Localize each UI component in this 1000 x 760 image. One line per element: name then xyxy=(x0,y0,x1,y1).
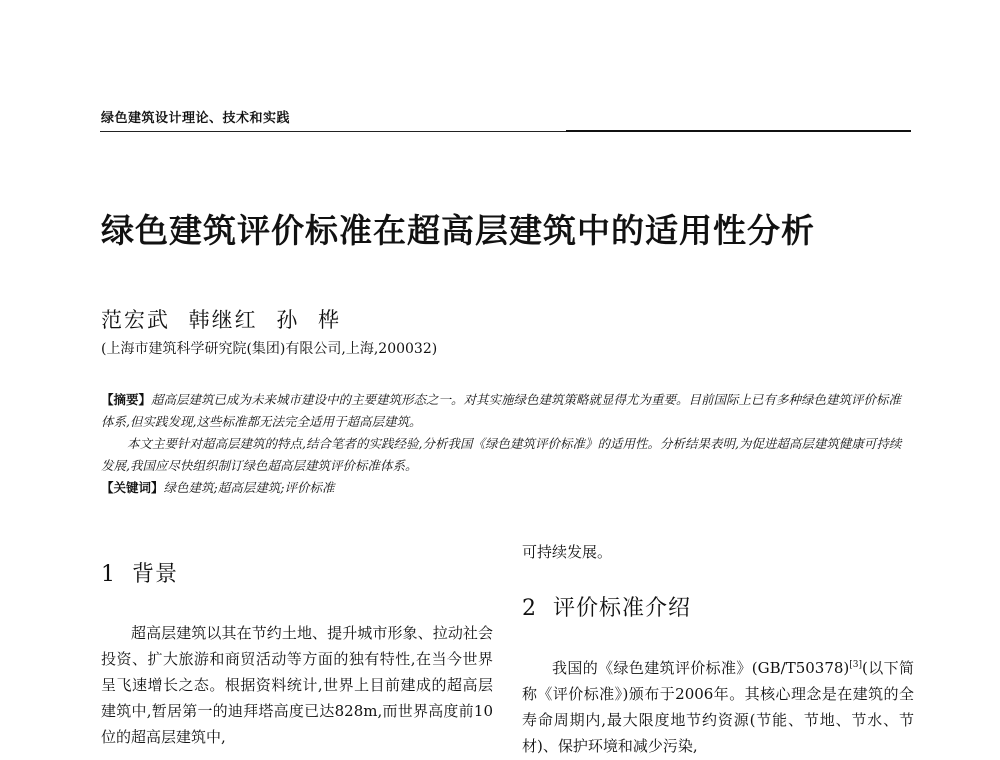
section-2-text-a: 我国的《绿色建筑评价标准》(GB/T50378) xyxy=(552,659,850,677)
section-2-heading xyxy=(522,596,691,622)
abstract-paragraph-1 xyxy=(101,389,913,433)
section-1-title: 背景 xyxy=(132,562,179,587)
running-header: 绿色建筑设计理论、技术和实践 xyxy=(101,111,291,126)
section-1-heading xyxy=(101,562,178,588)
section-2-paragraph xyxy=(522,652,914,759)
citation-ref: [3] xyxy=(849,660,863,670)
keywords-text: 绿色建筑;超高层建筑;评价标准 xyxy=(163,480,335,495)
abstract-label: 【摘要】 xyxy=(101,392,152,407)
section-2-title: 评价标准介绍 xyxy=(553,596,692,621)
abstract-text-1: 超高层建筑已成为未来城市建设中的主要建筑形态之一。对其实施绿色建筑策略就显得尤为重要。目前国际上已有多种绿色建筑评价标准体系,但实践发现,这些标准都无法完全适用于超高层建筑。 xyxy=(101,392,902,429)
article-title: 绿色建筑评价标准在超高层建筑中的适用性分析 xyxy=(101,211,815,250)
section-1-number: 1 xyxy=(101,562,116,587)
affiliation: (上海市建筑科学研究院(集团)有限公司,上海,200032) xyxy=(101,341,438,357)
section-2-number: 2 xyxy=(522,596,537,621)
keywords xyxy=(101,477,913,499)
abstract xyxy=(101,389,913,499)
section-2-text-b: (以下简称《评价标准》)颁布于2006年。其核心理念是在建筑的全寿命周期内,最大限度地节约资源(节能、节地、节水、节材)、保护环境和减少污染, xyxy=(522,659,914,755)
continuation-text: 可持续发展。 xyxy=(522,543,613,561)
section-1-paragraph: 超高层建筑以其在节约土地、提升城市形象、拉动社会投资、扩大旅游和商贸活动等方面的独有特性,在当今世界呈飞速增长之态。根据资料统计,世界上目前建成的超高层建筑中,暂居第一的迪拜塔高度已达828m,而世界高度前10位的超高层建筑中, xyxy=(101,624,493,746)
header-rule-thick xyxy=(566,130,911,132)
authors: 范宏武 韩继红 孙 桦 xyxy=(101,308,342,332)
keywords-label: 【关键词】 xyxy=(101,480,164,495)
abstract-paragraph-2: 本文主要针对超高层建筑的特点,结合笔者的实践经验,分析我国《绿色建筑评价标准》的适用性。分析结果表明,为促进超高层建筑健康可持续发展,我国应尽快组织制订绿色超高层建筑评价标准体系。 xyxy=(101,436,902,473)
